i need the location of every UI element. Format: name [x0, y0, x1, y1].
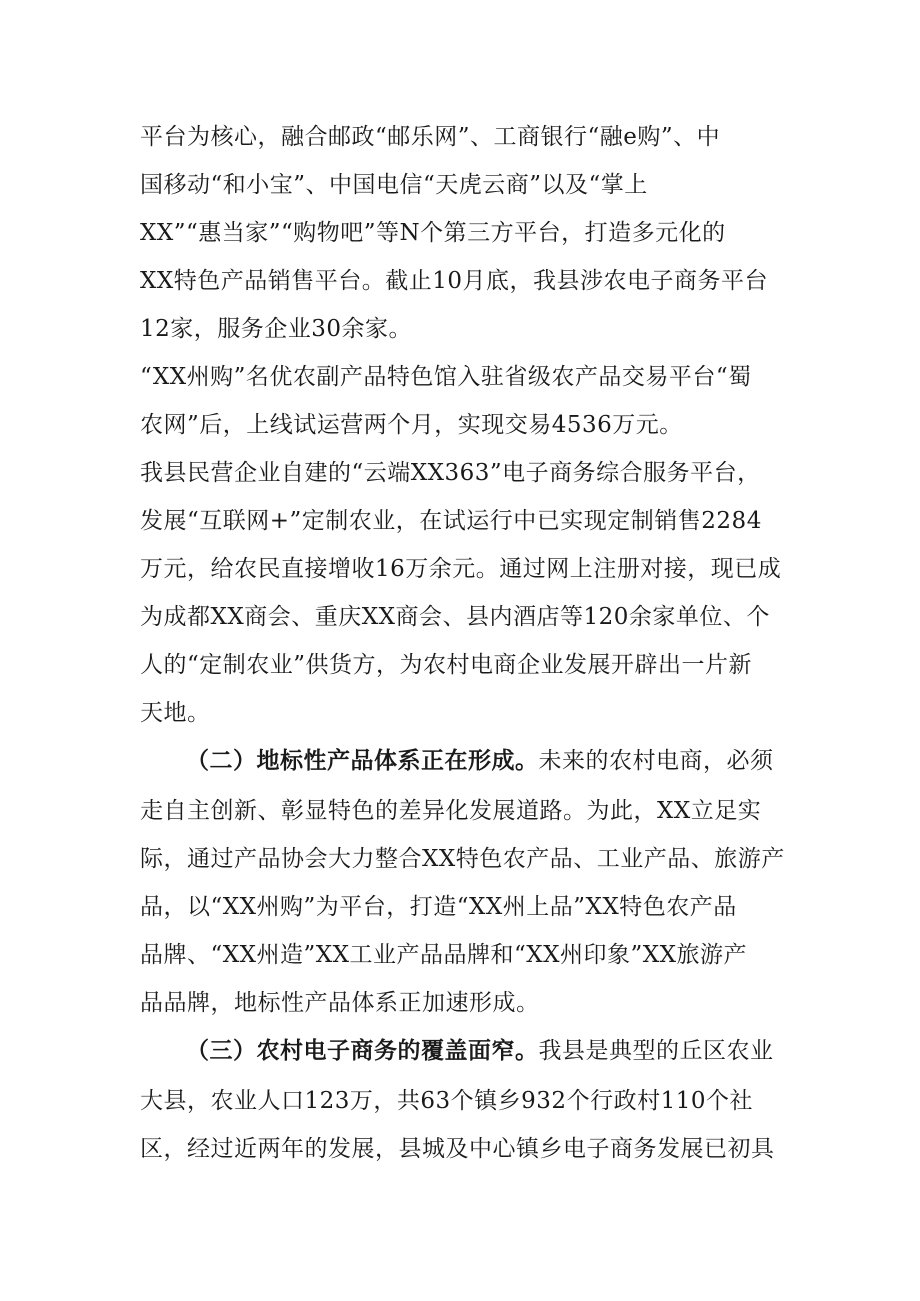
paragraph-line: 人的“定制农业”供货方，为农村电商企业发展开辟出一片新 — [140, 652, 753, 678]
paragraph-line: 走自主创新、彰显特色的差异化发展道路。为此，XX立足实 — [140, 798, 762, 824]
paragraph-line: XX特色产品销售平台。截止10月底，我县涉农电子商务平台 — [140, 268, 769, 294]
paragraph-line: 天地。 — [140, 700, 211, 726]
section-3-intro: 我县是典型的丘区农业 — [538, 1038, 774, 1064]
paragraph-line: “XX州购”名优农副产品特色馆入驻省级农产品交易平台“蜀 — [140, 364, 752, 390]
paragraph-line: 万元，给农民直接增收16万余元。通过网上注册对接，现已成 — [140, 556, 782, 582]
paragraph-line: 我县民营企业自建的“云端XX363”电子商务综合服务平台， — [140, 460, 761, 486]
paragraph-line: 大县，农业人口123万，共63个镇乡932个行政村110个社 — [140, 1088, 753, 1114]
section-2-first-line — [186, 742, 774, 775]
paragraph-line: 12家，服务企业30余家。 — [140, 316, 413, 342]
section-3-first-line — [186, 1032, 774, 1065]
section-3-heading: （三）农村电子商务的覆盖面窄。 — [186, 1037, 539, 1064]
paragraph-line: 发展“互联网+”定制农业，在试运行中已实现定制销售2284 — [140, 508, 762, 534]
paragraph-line: 品牌、“XX州造”XX工业产品品牌和“XX州印象”XX旅游产 — [140, 942, 748, 968]
paragraph-line: 品，以“XX州购”为平台，打造“XX州上品”XX特色农产品 — [140, 894, 737, 920]
paragraph-line: 农网”后，上线试运营两个月，实现交易4536万元。 — [140, 412, 683, 438]
section-2-intro: 未来的农村电商，必须 — [538, 748, 774, 774]
paragraph-line: 际，通过产品协会大力整合XX特色农产品、工业产品、旅游产 — [140, 846, 785, 872]
section-2-heading: （二）地标性产品体系正在形成。 — [186, 747, 539, 774]
paragraph-line: 平台为核心，融合邮政“邮乐网”、工商银行“融e购”、中 — [140, 124, 721, 150]
paragraph-line: 区，经过近两年的发展，县城及中心镇乡电子商务发展已初具 — [140, 1136, 775, 1162]
paragraph-line: XX”“惠当家”“购物吧”等N个第三方平台，打造多元化的 — [140, 220, 726, 246]
paragraph-line: 为成都XX商会、重庆XX商会、县内酒店等120余家单位、个 — [140, 604, 770, 630]
paragraph-line: 品品牌，地标性产品体系正加速形成。 — [140, 990, 540, 1016]
paragraph-line: 国移动“和小宝”、中国电信“天虎云商”以及“掌上 — [140, 172, 648, 198]
